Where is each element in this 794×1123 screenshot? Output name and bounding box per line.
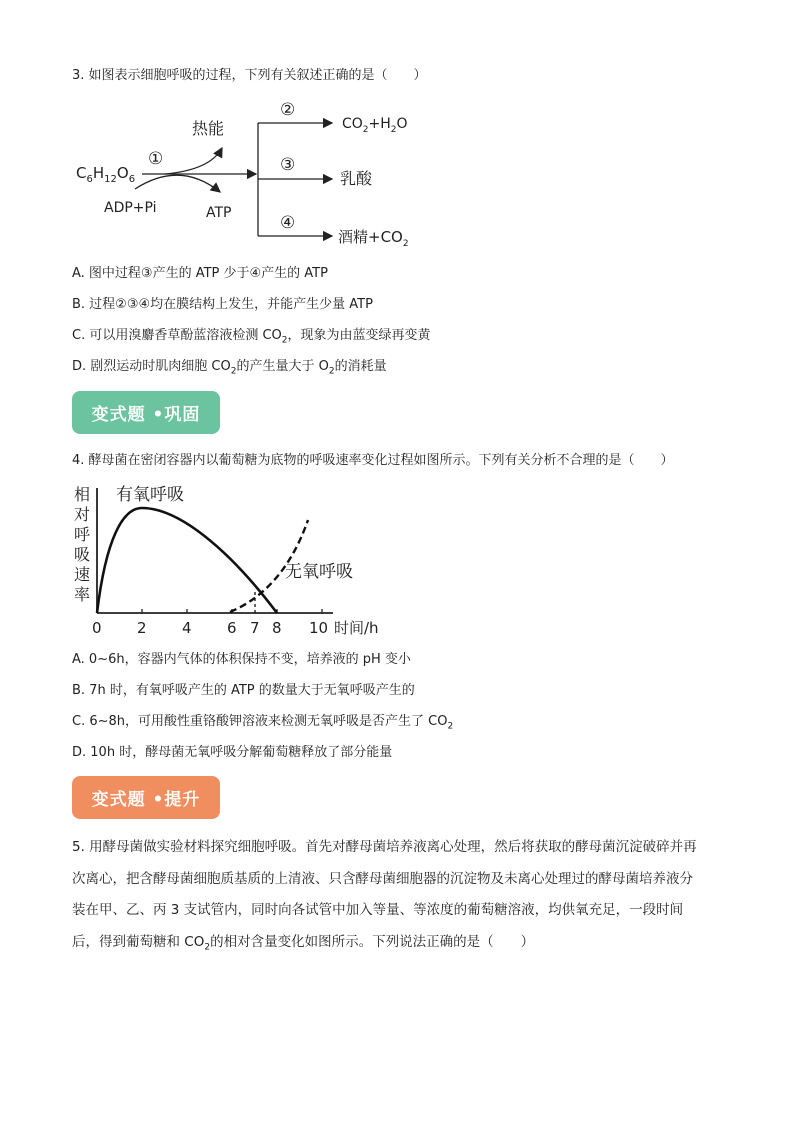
q4-option-d: D. 10h 时，酵母菌无氧呼吸分解葡萄糖释放了部分能量 <box>72 745 393 760</box>
adp-label: ADP+Pi <box>104 200 157 216</box>
q5-line-2: 次离心，把含酵母菌细胞质基质的上清液、只含酵母菌细胞器的沉淀物及未离心处理过的酵母菌培养液分 <box>72 870 693 887</box>
ylabel-char: 率 <box>74 585 91 604</box>
ylabel-char: 速 <box>74 565 91 584</box>
q3-stem: 3. 如图表示细胞呼吸的过程，下列有关叙述正确的是（ ） <box>72 68 427 83</box>
q3-option-a: A. 图中过程③产生的 ATP 少于④产生的 ATP <box>72 266 328 281</box>
respiration-process-diagram <box>70 92 430 257</box>
atp-arrow <box>135 175 220 192</box>
variant-consolidate-banner: 变式题 •巩固 <box>72 391 220 434</box>
tick-label: 8 <box>272 619 282 637</box>
tick-label: 2 <box>137 619 147 637</box>
tick-label: 4 <box>182 619 192 637</box>
heat-label: 热能 <box>192 119 225 138</box>
product-alcohol-co2: 酒精$+CO_2$ <box>338 228 409 249</box>
step-1-label: ① <box>148 149 164 169</box>
q4-option-c: C. 6~8h，可用酸性重铬酸钾溶液来检测无氧呼吸是否产生了 $CO_2$ <box>72 714 454 732</box>
x-axis-unit: 时间/h <box>334 619 379 637</box>
tick-label: 10 <box>309 619 329 637</box>
q5-line-4: 后，得到葡萄糖和 $CO_2$的相对含量变化如图所示。下列说法正确的是（ ） <box>72 933 535 953</box>
glucose-formula: $C_6H_{12}O_6$ <box>76 164 136 185</box>
variant-advance-banner: 变式题 •提升 <box>72 776 220 819</box>
tick-label: 6 <box>227 619 237 637</box>
product-co2-h2o: $CO_2+H_2O$ <box>342 116 408 135</box>
q4-stem: 4. 酵母菌在密闭容器内以葡萄糖为底物的呼吸速率变化过程如图所示。下列有关分析不合理的是（ ） <box>72 453 674 468</box>
anaerobic-label: 无氧呼吸 <box>285 562 353 582</box>
q3-option-d: D. 剧烈运动时肌肉细胞 $CO_2$的产生量大于 $O_2$的消耗量 <box>72 359 387 377</box>
ylabel-char: 呼 <box>74 525 91 544</box>
step-4-label: ④ <box>280 213 296 233</box>
heat-arrow <box>165 148 222 174</box>
step-3-label: ③ <box>280 155 296 175</box>
q5-paragraph <box>72 832 722 964</box>
product-lactic-acid: 乳酸 <box>340 169 373 188</box>
step-2-label: ② <box>280 100 296 120</box>
atp-label: ATP <box>206 205 232 221</box>
respiration-rate-chart <box>68 478 398 643</box>
ylabel-char: 相 <box>74 485 91 504</box>
aerobic-curve <box>97 508 277 613</box>
q4-option-b: B. 7h 时，有氧呼吸产生的 ATP 的数量大于无氧呼吸产生的 <box>72 683 415 698</box>
q3-option-c: C. 可以用溴麝香草酚蓝溶液检测 $CO_2$，现象为由蓝变绿再变黄 <box>72 328 431 346</box>
ylabel-char: 对 <box>74 505 91 524</box>
aerobic-label: 有氧呼吸 <box>116 485 184 505</box>
tick-label: 7 <box>250 619 260 637</box>
q4-option-a: A. 0~6h，容器内气体的体积保持不变，培养液的 pH 变小 <box>72 652 411 667</box>
ylabel-char: 吸 <box>74 545 91 564</box>
q3-option-b: B. 过程②③④均在膜结构上发生，并能产生少量 ATP <box>72 297 373 312</box>
tick-label: 0 <box>92 619 102 637</box>
q5-line-3: 装在甲、乙、丙 3 支试管内，同时向各试管中加入等量、等浓度的葡萄糖溶液，均供氧充足，一段时间 <box>72 902 684 918</box>
q5-line-1: 5. 用酵母菌做实验材料探究细胞呼吸。首先对酵母菌培养液离心处理，然后将获取的酵母菌沉淀破碎并再 <box>72 839 697 855</box>
